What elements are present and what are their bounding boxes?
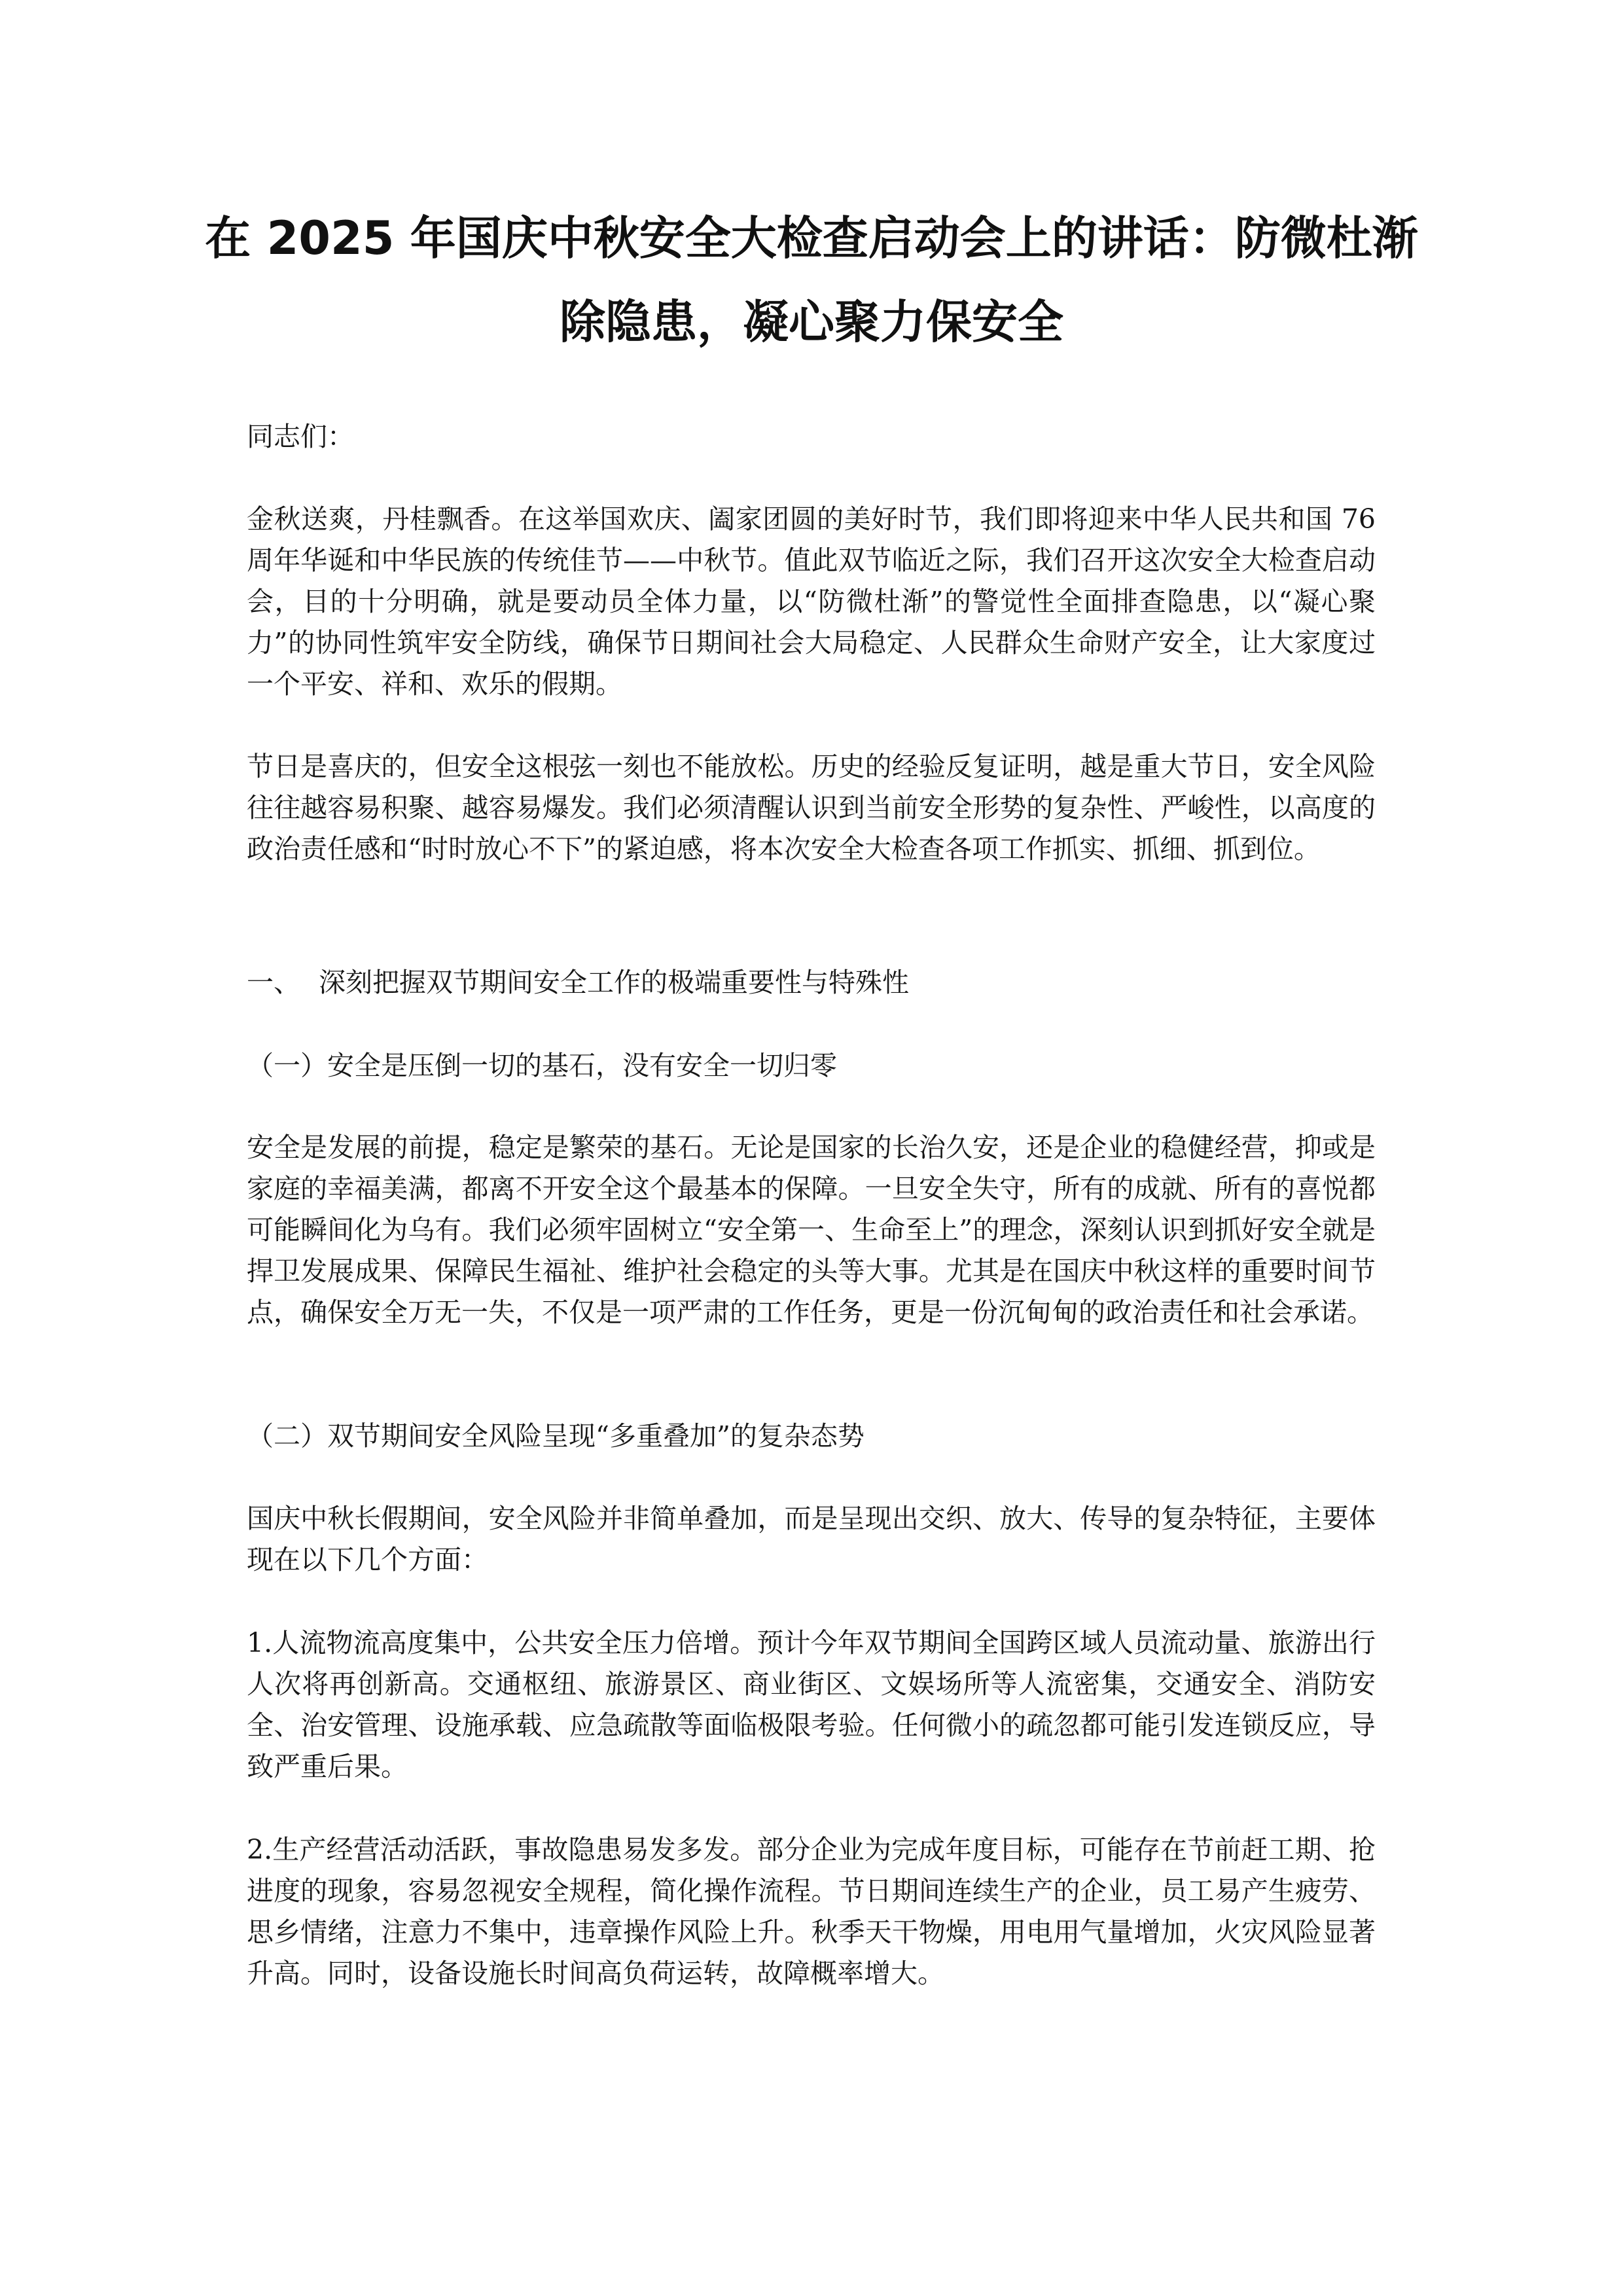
document-title: 在 2025 年国庆中秋安全大检查启动会上的讲话：防微杜渐除隐患，凝心聚力保安全 <box>205 211 1418 349</box>
subsection-1-heading: （一）安全是压倒一切的基石，没有安全一切归零 <box>247 1050 837 1081</box>
subsection-2-heading: （二）双节期间安全风险呈现“多重叠加”的复杂态势 <box>247 1420 865 1452</box>
section-1-title: 深刻把握双节期间安全工作的极端重要性与特殊性 <box>319 967 909 998</box>
section-1-number: 一、 <box>247 967 300 998</box>
subsection-2-paragraph: 国庆中秋长假期间，安全风险并非简单叠加，而是呈现出交织、放大、传导的复杂特征，主要体现在以下几个方面： <box>247 1503 1376 1575</box>
intro-paragraph-1: 金秋送爽，丹桂飘香。在这举国欢庆、阖家团圆的美好时节，我们即将迎来中华人民共和国 76 周年华诞和中华民族的传统佳节——中秋节。值此双节临近之际，我们召开这次安全大检查启动会，目的十分明确，就是要动员全体力量，以“防微杜渐”的警觉性全面排查隐患，以“凝心聚力”的协同性筑牢安全防线，确保节日期间社会大局稳定、人民群众生命财产安全，让大家度过一个平安、祥和、欢乐的假期。 <box>247 503 1376 700</box>
list-item-1: 1.人流物流高度集中，公共安全压力倍增。预计今年双节期间全国跨区域人员流动量、旅游出行人次将再创新高。交通枢纽、旅游景区、商业街区、文娱场所等人流密集，交通安全、消防安全、治安管理、设施承载、应急疏散等面临极限考验。任何微小的疏忽都可能引发连锁反应，导致严重后果。 <box>247 1627 1376 1782</box>
list-item-2: 2.生产经营活动活跃，事故隐患易发多发。部分企业为完成年度目标，可能存在节前赶工期、抢进度的现象，容易忽视安全规程，简化操作流程。节日期间连续生产的企业，员工易产生疲劳、思乡情绪，注意力不集中，违章操作风险上升。秋季天干物燥，用电用气量增加，火灾风险显著升高。同时，设备设施长时间高负荷运转，故障概率增大。 <box>247 1834 1376 1989</box>
section-1-heading <box>247 962 1376 1003</box>
subsection-1-paragraph: 安全是发展的前提，稳定是繁荣的基石。无论是国家的长治久安，还是企业的稳健经营，抑或是家庭的幸福美满，都离不开安全这个最基本的保障。一旦安全失守，所有的成就、所有的喜悦都可能瞬间化为乌有。我们必须牢固树立“安全第一、生命至上”的理念，深刻认识到抓好安全就是捍卫发展成果、保障民生福祉、维护社会稳定的头等大事。尤其是在国庆中秋这样的重要时间节点，确保安全万无一失，不仅是一项严肃的工作任务，更是一份沉甸甸的政治责任和社会承诺。 <box>247 1132 1376 1328</box>
intro-paragraph-2: 节日是喜庆的，但安全这根弦一刻也不能放松。历史的经验反复证明，越是重大节日，安全风险往往越容易积聚、越容易爆发。我们必须清醒认识到当前安全形势的复杂性、严峻性，以高度的政治责任感和“时时放心不下”的紧迫感，将本次安全大检查各项工作抓实、抓细、抓到位。 <box>247 751 1376 865</box>
salutation: 同志们： <box>247 421 354 452</box>
